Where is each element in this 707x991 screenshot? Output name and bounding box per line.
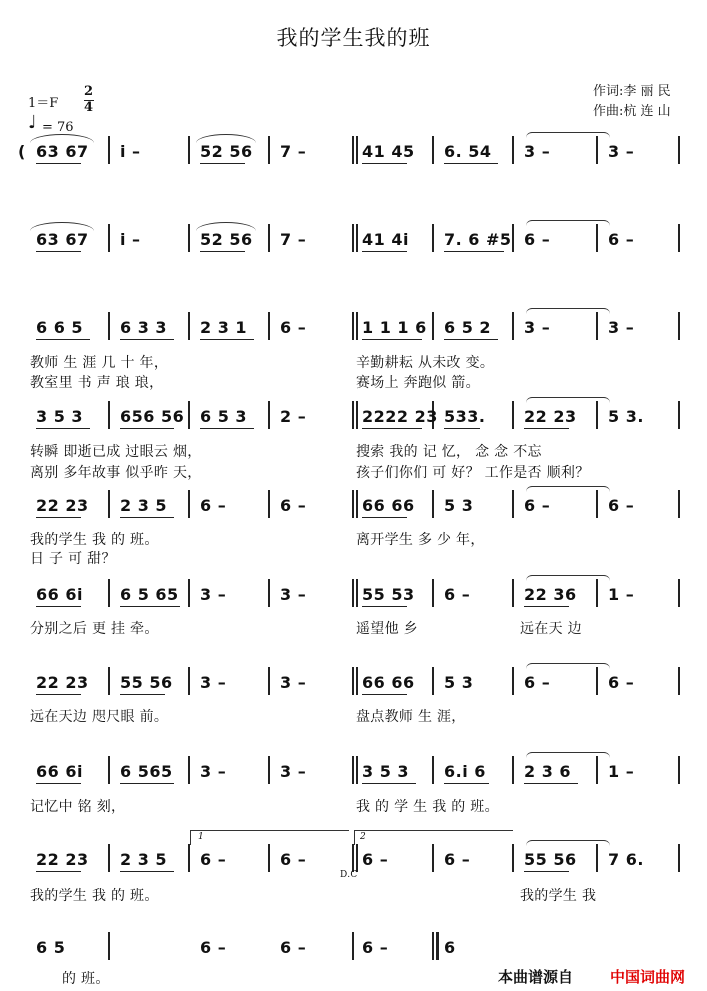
beam-line [444, 251, 504, 252]
bar-line [432, 756, 434, 784]
beam-line [120, 783, 174, 784]
beam-line [120, 606, 180, 607]
beam-line [524, 428, 569, 429]
beam-line [36, 783, 81, 784]
beam-line [120, 339, 174, 340]
slur-arc [30, 222, 94, 231]
note-group: 66 66 [362, 673, 415, 692]
lyric-line: 盘点教师 生 涯， [356, 709, 466, 725]
bar-line [188, 312, 190, 340]
note-group: 22 23 [36, 673, 89, 692]
lyric-line: 远在天边 咫尺眼 前。 [30, 709, 169, 725]
bar-line [512, 312, 514, 340]
note-group: 66 6i [36, 762, 83, 781]
note-group: 22 36 [524, 585, 577, 604]
double-bar-line [356, 401, 358, 429]
lyric-line: 我 的 学 生 我 的 班。 [356, 799, 499, 815]
note-group: 6 – [280, 938, 307, 957]
note-group: 3 5 3 [362, 762, 410, 781]
bar-line [678, 844, 680, 872]
bar-line [188, 756, 190, 784]
bar-line [512, 401, 514, 429]
beam-line [36, 517, 81, 518]
note-group: 3 – [608, 318, 635, 337]
note-group: 52 56 [200, 230, 253, 249]
beam-line [362, 428, 422, 429]
note-group: 7 6. [608, 850, 644, 869]
bar-line [678, 490, 680, 518]
note-group: 55 56 [120, 673, 173, 692]
beam-line [200, 339, 254, 340]
note-group: 2 3 5 [120, 496, 168, 515]
note-group: 2222 23 [362, 407, 438, 426]
bar-line [188, 224, 190, 252]
tie-arc [526, 663, 610, 670]
note-group: 6 – [362, 850, 389, 869]
bar-line [352, 667, 354, 695]
note-group: 533. [444, 407, 486, 426]
note-group: 6 565 [120, 762, 173, 781]
bar-line [352, 136, 354, 164]
slur-arc [196, 222, 256, 231]
lyric-line: 辛勤耕耘 从未改 变。 [356, 355, 495, 371]
note-group: 6 5 65 [120, 585, 179, 604]
double-bar-line [356, 667, 358, 695]
lyric-line: 教师 生 涯 几 十 年， [30, 355, 169, 371]
bar-line [352, 844, 354, 872]
bar-line [512, 756, 514, 784]
beam-line [524, 783, 578, 784]
note-group: 2 3 6 [524, 762, 572, 781]
bar-line [596, 844, 598, 872]
note-group: 6. 54 [444, 142, 492, 161]
beam-line [36, 871, 81, 872]
lyric-line: 记忆中 铭 刻， [30, 799, 126, 815]
slur-arc [196, 134, 256, 143]
bar-line [352, 579, 354, 607]
note-group: 6 – [524, 230, 551, 249]
note-group: 3 – [608, 142, 635, 161]
note-group: 1 1 1 6 [362, 318, 427, 337]
note-group: 2 3 5 [120, 850, 168, 869]
note-group: 6 – [200, 850, 227, 869]
bar-line [596, 579, 598, 607]
bar-line [268, 490, 270, 518]
note-group: 63 67 [36, 142, 89, 161]
note-group: 22 23 [524, 407, 577, 426]
final-bar-line [436, 932, 439, 960]
beam-line [120, 871, 174, 872]
double-bar-line [356, 312, 358, 340]
note-group: 2 3 1 [200, 318, 248, 337]
bar-line [268, 667, 270, 695]
bar-line [512, 224, 514, 252]
beam-line [36, 428, 90, 429]
lyric-line: 教室里 书 声 琅 琅， [30, 375, 164, 391]
beam-line [36, 339, 90, 340]
bar-line [108, 579, 110, 607]
bar-line [188, 844, 190, 872]
note-group: 52 56 [200, 142, 253, 161]
bar-line [432, 312, 434, 340]
tempo: = 76 [42, 120, 74, 135]
note-group: 63 67 [36, 230, 89, 249]
tie-arc [526, 397, 610, 404]
key-signature: 1＝F [28, 96, 59, 111]
bar-line [188, 136, 190, 164]
bar-line [108, 490, 110, 518]
beam-line [362, 783, 416, 784]
note-group: 22 23 [36, 496, 89, 515]
bar-line [188, 401, 190, 429]
beam-line [36, 163, 81, 164]
note-group: 6 6 5 [36, 318, 84, 337]
volta-number-1: 1 [198, 832, 204, 842]
double-bar-line [356, 844, 358, 872]
note-group: 55 53 [362, 585, 415, 604]
bar-line [432, 932, 434, 960]
note-group: 41 45 [362, 142, 415, 161]
tie-arc [526, 486, 610, 493]
lyric-line: 赛场上 奔跑似 箭。 [356, 375, 480, 391]
bar-line [108, 667, 110, 695]
note-group: ( [18, 142, 26, 161]
double-bar-line [356, 224, 358, 252]
beam-line [444, 428, 480, 429]
beam-line [524, 871, 569, 872]
bar-line [268, 136, 270, 164]
bar-line [352, 932, 354, 960]
double-bar-line [356, 136, 358, 164]
lyric-line: 转瞬 即逝已成 过眼云 烟， [30, 444, 202, 460]
bar-line [596, 312, 598, 340]
lyric-line: 遥望他 乡 [356, 621, 418, 637]
slur-arc [30, 134, 94, 143]
bar-line [188, 490, 190, 518]
bar-line [268, 312, 270, 340]
tie-arc [526, 840, 610, 847]
beam-line [36, 251, 81, 252]
note-group: 3 – [280, 762, 307, 781]
volta-number-2: 2 [360, 832, 366, 842]
beam-line [200, 251, 245, 252]
bar-line [678, 667, 680, 695]
note-group: 1 – [608, 585, 635, 604]
bar-line [108, 312, 110, 340]
lyricist-credit: 作词:李 丽 民 [593, 84, 671, 99]
note-group: 3 – [280, 585, 307, 604]
watermark-source: 本曲谱源自 [498, 968, 574, 986]
double-bar-line [356, 490, 358, 518]
time-signature-bottom: 4 [84, 100, 94, 115]
beam-line [362, 163, 407, 164]
note-group: 3 5 3 [36, 407, 84, 426]
note-group: 6 – [200, 496, 227, 515]
time-signature-top: 2 [84, 84, 94, 99]
lyric-line: 离开学生 多 少 年， [356, 532, 485, 548]
bar-line [268, 579, 270, 607]
note-group: 6 – [524, 673, 551, 692]
lyric-line: 离别 多年故事 似乎昨 天， [30, 465, 202, 481]
note-group: 6 – [608, 673, 635, 692]
lyric-line: 我的学生 我 的 班。 [30, 888, 159, 904]
note-group: 6 5 3 [200, 407, 248, 426]
bar-line [678, 756, 680, 784]
bar-line [596, 490, 598, 518]
beam-line [36, 606, 81, 607]
bar-line [432, 844, 434, 872]
watermark-site: 中国词曲网 [610, 968, 686, 986]
lyric-line: 我的学生 我 的 班。 [30, 532, 159, 548]
beam-line [524, 606, 569, 607]
bar-line [188, 579, 190, 607]
beam-line [120, 428, 174, 429]
tie-arc [526, 308, 610, 315]
dc-marking: D.C [340, 870, 358, 880]
bar-line [188, 667, 190, 695]
bar-line [268, 844, 270, 872]
bar-line [432, 490, 434, 518]
bar-line [678, 401, 680, 429]
bar-line [352, 401, 354, 429]
note-group: 6 3 3 [120, 318, 168, 337]
note-group: 41 4i [362, 230, 409, 249]
note-group: 6 – [280, 496, 307, 515]
note-group: 5 3 [444, 673, 474, 692]
bar-line [678, 224, 680, 252]
note-group: 6 [444, 938, 456, 957]
note-group: 1 – [608, 762, 635, 781]
note-group: 6 – [608, 496, 635, 515]
note-group: 5 3 [444, 496, 474, 515]
song-title: 我的学生我的班 [276, 26, 431, 50]
note-group: 7 – [280, 142, 307, 161]
lyric-line: 分别之后 更 挂 牵。 [30, 621, 159, 637]
bar-line [432, 224, 434, 252]
bar-line [596, 756, 598, 784]
note-group: 5 3. [608, 407, 644, 426]
note-group: 6 – [362, 938, 389, 957]
beam-line [36, 694, 81, 695]
note-group: 6 – [444, 850, 471, 869]
note-group: 66 6i [36, 585, 83, 604]
lyric-line: 远在天 边 [520, 621, 582, 637]
bar-line [352, 312, 354, 340]
beam-line [362, 251, 407, 252]
bar-line [512, 136, 514, 164]
bar-line [108, 401, 110, 429]
note-group: 6 – [200, 938, 227, 957]
bar-line [678, 579, 680, 607]
note-group: 6 5 2 [444, 318, 492, 337]
bar-line [268, 224, 270, 252]
bar-line [268, 401, 270, 429]
bar-line [108, 756, 110, 784]
bar-line [512, 490, 514, 518]
note-group: 7 – [280, 230, 307, 249]
beam-line [362, 694, 407, 695]
bar-line [108, 136, 110, 164]
beam-line [120, 694, 165, 695]
beam-line [362, 517, 407, 518]
note-group: 3 – [200, 673, 227, 692]
note-group: 3 – [524, 318, 551, 337]
bar-line [596, 401, 598, 429]
lyric-line: 的 班。 [62, 971, 110, 987]
beam-line [444, 163, 498, 164]
bar-line [108, 224, 110, 252]
bar-line [596, 224, 598, 252]
bar-line [596, 667, 598, 695]
bar-line [352, 490, 354, 518]
note-group: 6 5 [36, 938, 66, 957]
note-group: 22 23 [36, 850, 89, 869]
double-bar-line [356, 756, 358, 784]
bar-line [108, 932, 110, 960]
bar-line [352, 224, 354, 252]
volta-bracket-2 [354, 830, 513, 845]
tie-arc [526, 752, 610, 759]
note-group: i – [120, 230, 141, 249]
bar-line [678, 136, 680, 164]
double-bar-line [356, 579, 358, 607]
quarter-note-icon: ♩ [28, 112, 37, 133]
note-group: 3 – [200, 762, 227, 781]
bar-line [678, 312, 680, 340]
bar-line [512, 667, 514, 695]
beam-line [362, 606, 407, 607]
note-group: 656 56 [120, 407, 185, 426]
note-group: 6 – [524, 496, 551, 515]
bar-line [432, 136, 434, 164]
note-group: 55 56 [524, 850, 577, 869]
tie-arc [526, 132, 610, 139]
note-group: 3 – [280, 673, 307, 692]
bar-line [512, 844, 514, 872]
beam-line [200, 163, 245, 164]
bar-line [352, 756, 354, 784]
note-group: 6.i 6 [444, 762, 486, 781]
note-group: 6 – [280, 318, 307, 337]
note-group: 6 – [444, 585, 471, 604]
bar-line [432, 579, 434, 607]
composer-credit: 作曲:杭 连 山 [593, 104, 671, 119]
note-group: i – [120, 142, 141, 161]
beam-line [200, 428, 254, 429]
note-group: 6 – [608, 230, 635, 249]
note-group: 6 – [280, 850, 307, 869]
lyric-line: 孩子们你们 可 好？ 工作是否 顺利？ [356, 465, 590, 481]
beam-line [120, 517, 174, 518]
bar-line [108, 844, 110, 872]
tie-arc [526, 220, 610, 227]
beam-line [362, 339, 422, 340]
tie-arc [526, 575, 610, 582]
lyric-line: 日 子 可 甜？ [30, 551, 116, 567]
note-group: 2 – [280, 407, 307, 426]
note-group: 66 66 [362, 496, 415, 515]
bar-line [432, 667, 434, 695]
note-group: 3 – [524, 142, 551, 161]
bar-line [268, 756, 270, 784]
bar-line [512, 579, 514, 607]
beam-line [444, 783, 489, 784]
volta-bracket-1 [190, 830, 349, 845]
lyric-line: 搜索 我的 记 忆， 念 念 不忘 [356, 444, 542, 460]
note-group: 3 – [200, 585, 227, 604]
note-group: 7. 6 #5 [444, 230, 512, 249]
lyric-line: 我的学生 我 [520, 888, 597, 904]
beam-line [444, 339, 498, 340]
bar-line [596, 136, 598, 164]
